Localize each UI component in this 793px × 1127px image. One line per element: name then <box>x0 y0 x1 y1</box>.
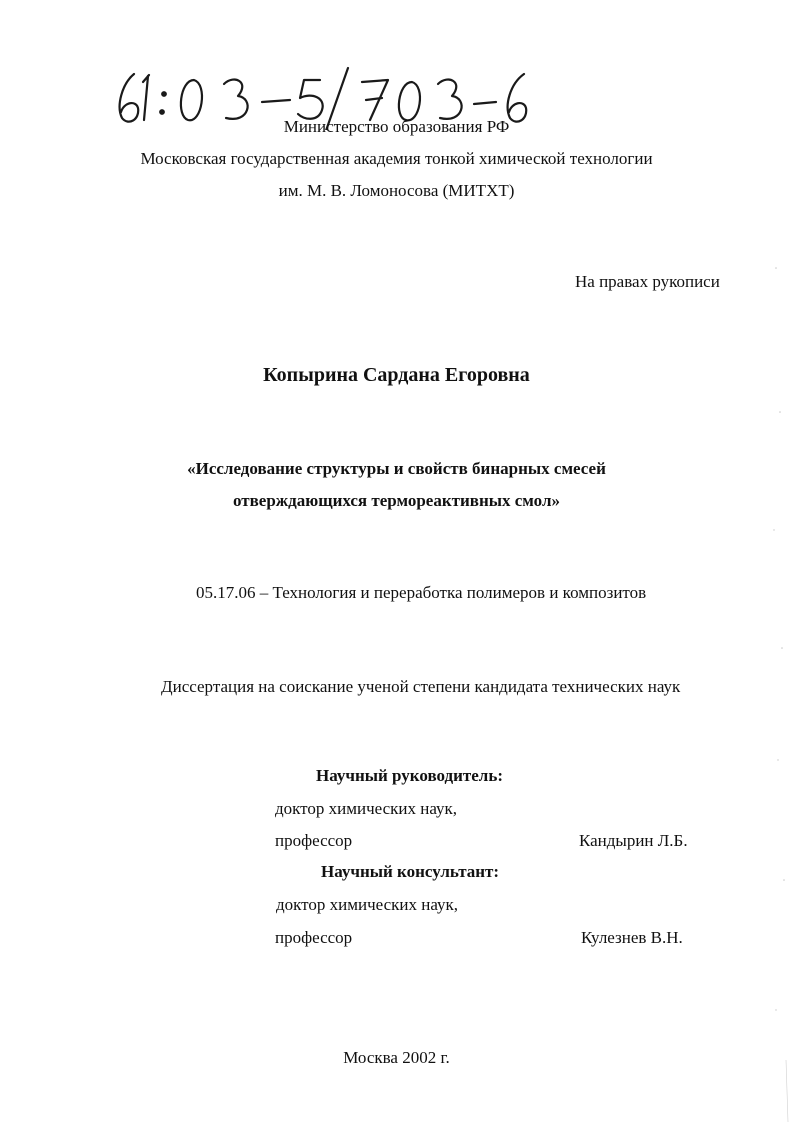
consultant-heading: Научный консультант: <box>321 862 500 881</box>
consultant-degree: доктор химических наук, <box>276 895 459 914</box>
supervisor-degree: доктор химических наук, <box>275 799 458 818</box>
dissertation-title-line-1: «Исследование структуры и свойств бинарных смесей <box>187 459 606 478</box>
manuscript-note: На правах рукописи <box>575 272 720 291</box>
author-name: Копырина Сардана Егоровна <box>263 364 530 386</box>
consultant-name: Кулезнев В.Н. <box>581 928 683 947</box>
supervisor-name: Кандырин Л.Б. <box>579 831 688 850</box>
city-year: Москва 2002 г. <box>343 1048 450 1067</box>
scan-edge-artifact <box>770 0 793 1122</box>
academy-name: Московская государственная академия тонкой химической технологии <box>140 149 653 168</box>
dissertation-title-line-2: отверждающихся термореактивных смол» <box>233 491 560 510</box>
supervisor-heading: Научный руководитель: <box>316 766 503 785</box>
consultant-position: профессор <box>275 928 353 947</box>
ministry-name: Министерство образования РФ <box>283 117 510 136</box>
academy-short-name: им. М. В. Ломоносова (МИТХТ) <box>278 181 515 200</box>
supervisor-position: профессор <box>275 831 353 850</box>
specialty-code: 05.17.06 – Технология и переработка полимеров и композитов <box>196 583 647 602</box>
dissertation-degree: Диссертация на соискание ученой степени кандидата технических наук <box>161 677 681 696</box>
